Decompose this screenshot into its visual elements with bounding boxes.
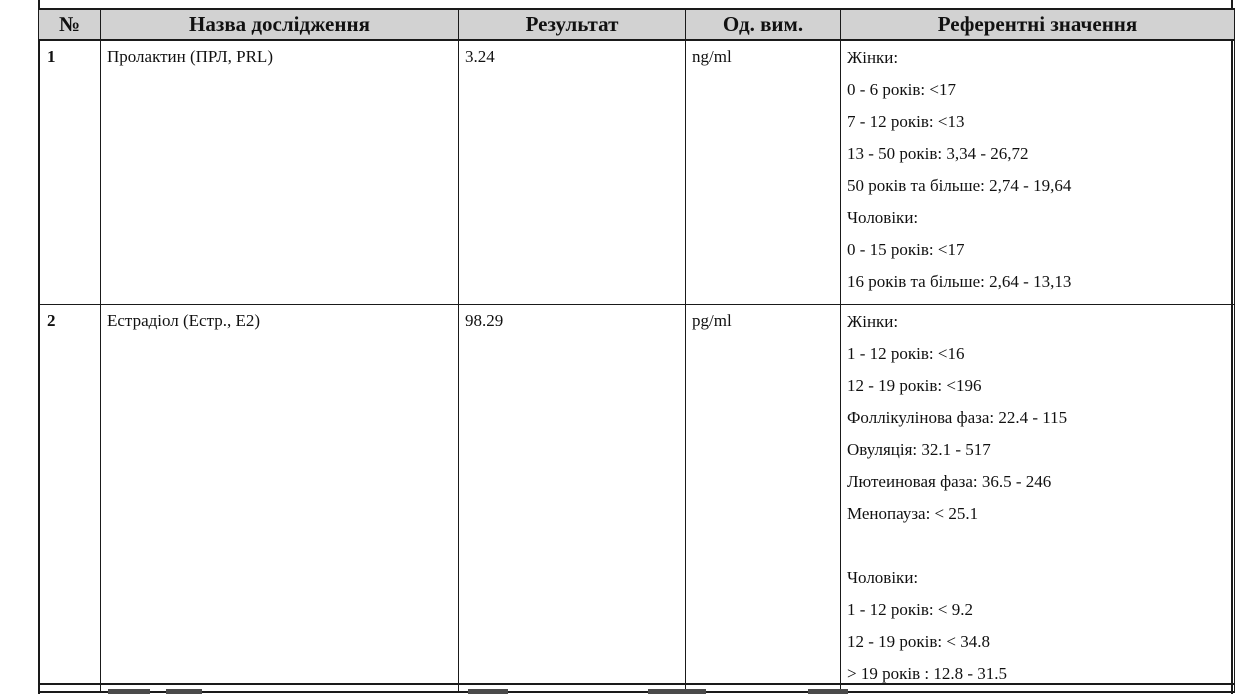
reference-line: Менопауза: < 25.1	[847, 503, 979, 523]
reference-line: Жінки:	[847, 311, 899, 331]
reference-line	[847, 531, 1234, 563]
text-fragment	[166, 689, 202, 694]
header-result: Результат	[459, 9, 686, 40]
text-fragment	[808, 689, 848, 694]
test-unit: pg/ml	[686, 304, 841, 692]
table-header-row	[39, 9, 1235, 40]
test-name: Пролактин (ПРЛ, PRL)	[101, 40, 459, 304]
reference-line: 0 - 15 років: <17	[847, 240, 965, 259]
reference-line: 50 років та більше: 2,74 - 19,64	[847, 176, 1072, 195]
reference-line: Фоллікулінова фаза: 22.4 - 115	[847, 407, 1068, 427]
reference-line: Овуляція: 32.1 - 517	[847, 439, 991, 459]
test-result: 98.29	[459, 304, 686, 692]
cut-off-footer-text	[38, 685, 1234, 694]
table-row	[39, 304, 1235, 692]
header-number: №	[39, 9, 101, 40]
table-row	[39, 40, 1235, 304]
reference-line: Жінки:	[847, 48, 899, 67]
reference-values	[841, 40, 1235, 304]
row-number: 2	[39, 304, 101, 692]
reference-line: > 19 років : 12.8 - 31.5	[847, 663, 1007, 683]
test-name: Естрадіол (Естр., Е2)	[101, 304, 459, 692]
header-reference: Референтні значення	[841, 9, 1235, 40]
reference-line: 7 - 12 років: <13	[847, 112, 965, 131]
reference-line: 12 - 19 років: < 34.8	[847, 631, 990, 651]
test-unit: ng/ml	[686, 40, 841, 304]
lab-results-table	[38, 8, 1235, 693]
row-number: 1	[39, 40, 101, 304]
reference-line: 12 - 19 років: <196	[847, 375, 982, 395]
reference-line: Чоловіки:	[847, 208, 919, 227]
reference-line: 16 років та більше: 2,64 - 13,13	[847, 272, 1072, 291]
text-fragment	[108, 689, 150, 694]
reference-line: Лютеиновая фаза: 36.5 - 246	[847, 471, 1052, 491]
reference-line: Чоловіки:	[847, 567, 919, 587]
reference-line: 1 - 12 років: <16	[847, 343, 965, 363]
header-test-name: Назва дослідження	[101, 9, 459, 40]
reference-values	[841, 304, 1235, 692]
text-fragment	[468, 689, 508, 694]
test-result: 3.24	[459, 40, 686, 304]
reference-line: 13 - 50 років: 3,34 - 26,72	[847, 144, 1029, 163]
reference-line: 0 - 6 років: <17	[847, 80, 956, 99]
header-unit: Од. вим.	[686, 9, 841, 40]
text-fragment	[648, 689, 706, 694]
reference-line: 1 - 12 років: < 9.2	[847, 599, 973, 619]
